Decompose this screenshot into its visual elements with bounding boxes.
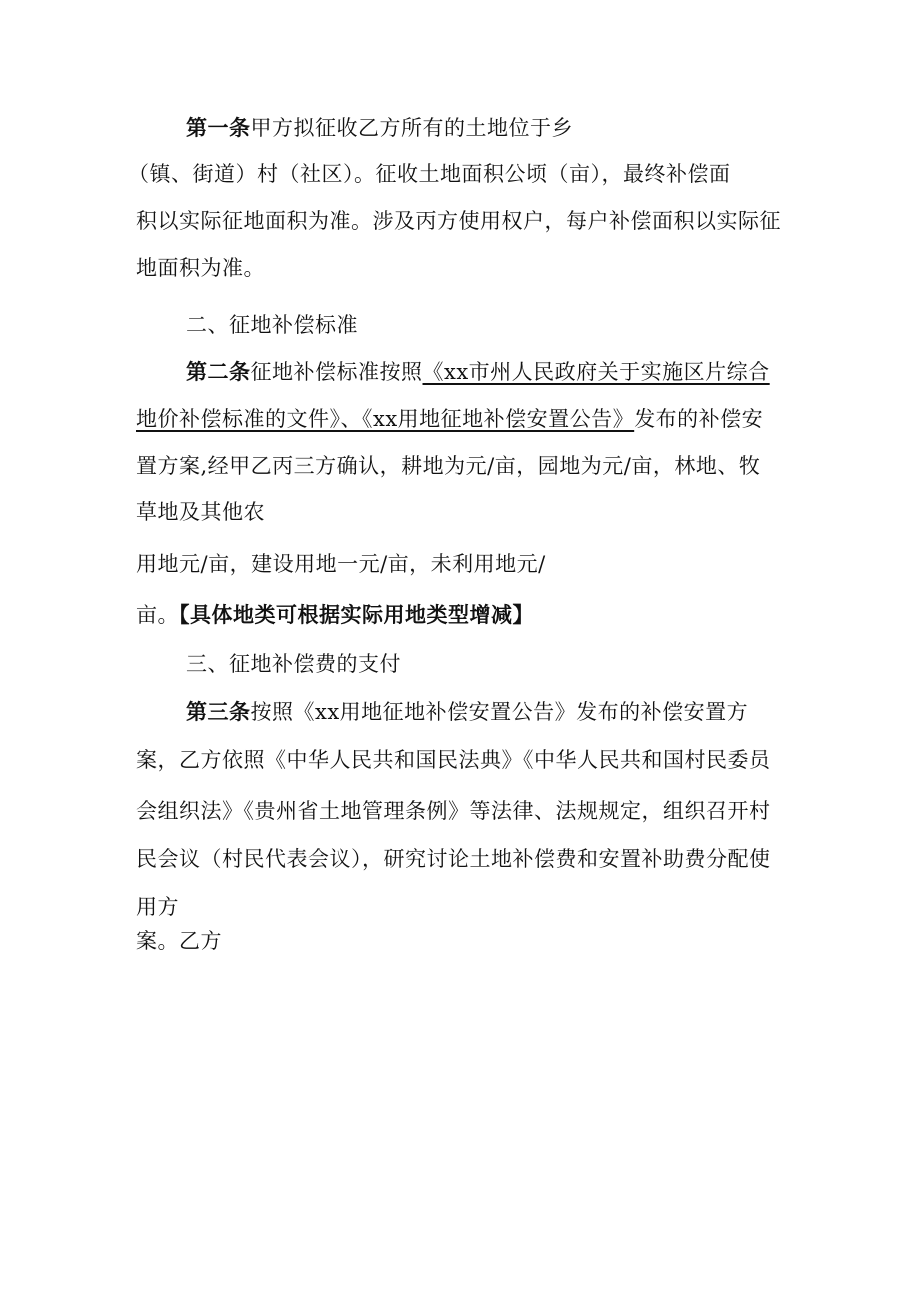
article2-label: 第二条 (186, 359, 251, 384)
article2-line6-prefix: 亩。 (136, 603, 179, 627)
article2-line1 (186, 358, 846, 386)
article3-line5: 用方 (136, 895, 179, 919)
article2-line6 (136, 601, 796, 629)
article3-label: 第三条 (186, 699, 251, 724)
article1-line1 (186, 114, 846, 142)
article1-line3: 积以实际征地面积为准。涉及丙方使用权户，每户补偿面积以实际征 (136, 209, 781, 233)
article1-text: 甲方拟征收乙方所有的土地位于乡 (250, 116, 573, 140)
article3-line2: 案，乙方依照《中华人民共和国民法典》《中华人民共和国村民委员 (136, 748, 771, 772)
article3-line3: 会组织法》《贵州省土地管理条例》等法律、法规规定，组织召开村 (136, 799, 771, 823)
article3-text: 按照《xx用地征地补偿安置公告》发布的补偿安置方 (250, 700, 749, 724)
article3-line4: 民会议（村民代表会议），研究讨论土地补偿费和安置补助费分配使 (136, 847, 771, 871)
section2-heading: 二、征地补偿标准 (186, 313, 358, 337)
section3-heading: 三、征地补偿费的支付 (186, 652, 401, 676)
article1-label: 第一条 (186, 115, 251, 140)
article1-line4: 地面积为准。 (136, 256, 265, 280)
article2-line3: 置方案,经甲乙丙三方确认，耕地为元/亩，园地为元/亩，林地、牧 (136, 454, 761, 478)
article2-line5: 用地元/亩，建设用地一元/亩，未利用地元/ (136, 552, 546, 576)
article2-citation-part1: 《xx市州人民政府关于实施区片综合 (422, 360, 770, 384)
article2-suffix: 发布的补偿安 (634, 407, 764, 431)
article2-line2 (136, 405, 796, 433)
article3-line1 (186, 698, 846, 726)
article2-line4: 草地及其他农 (136, 500, 265, 524)
article3-line6: 案。乙方 (136, 929, 222, 953)
article1-line2: （镇、街道）村（社区）。征收土地面积公顷（亩），最终补偿面 (128, 162, 731, 186)
article2-prefix: 征地补偿标准按照 (250, 360, 423, 384)
article2-citation-part2: 地价补偿标准的文件》、《xx用地征地补偿安置公告》 (136, 407, 635, 431)
article2-note: 【具体地类可根据实际用地类型增减】 (179, 602, 534, 627)
